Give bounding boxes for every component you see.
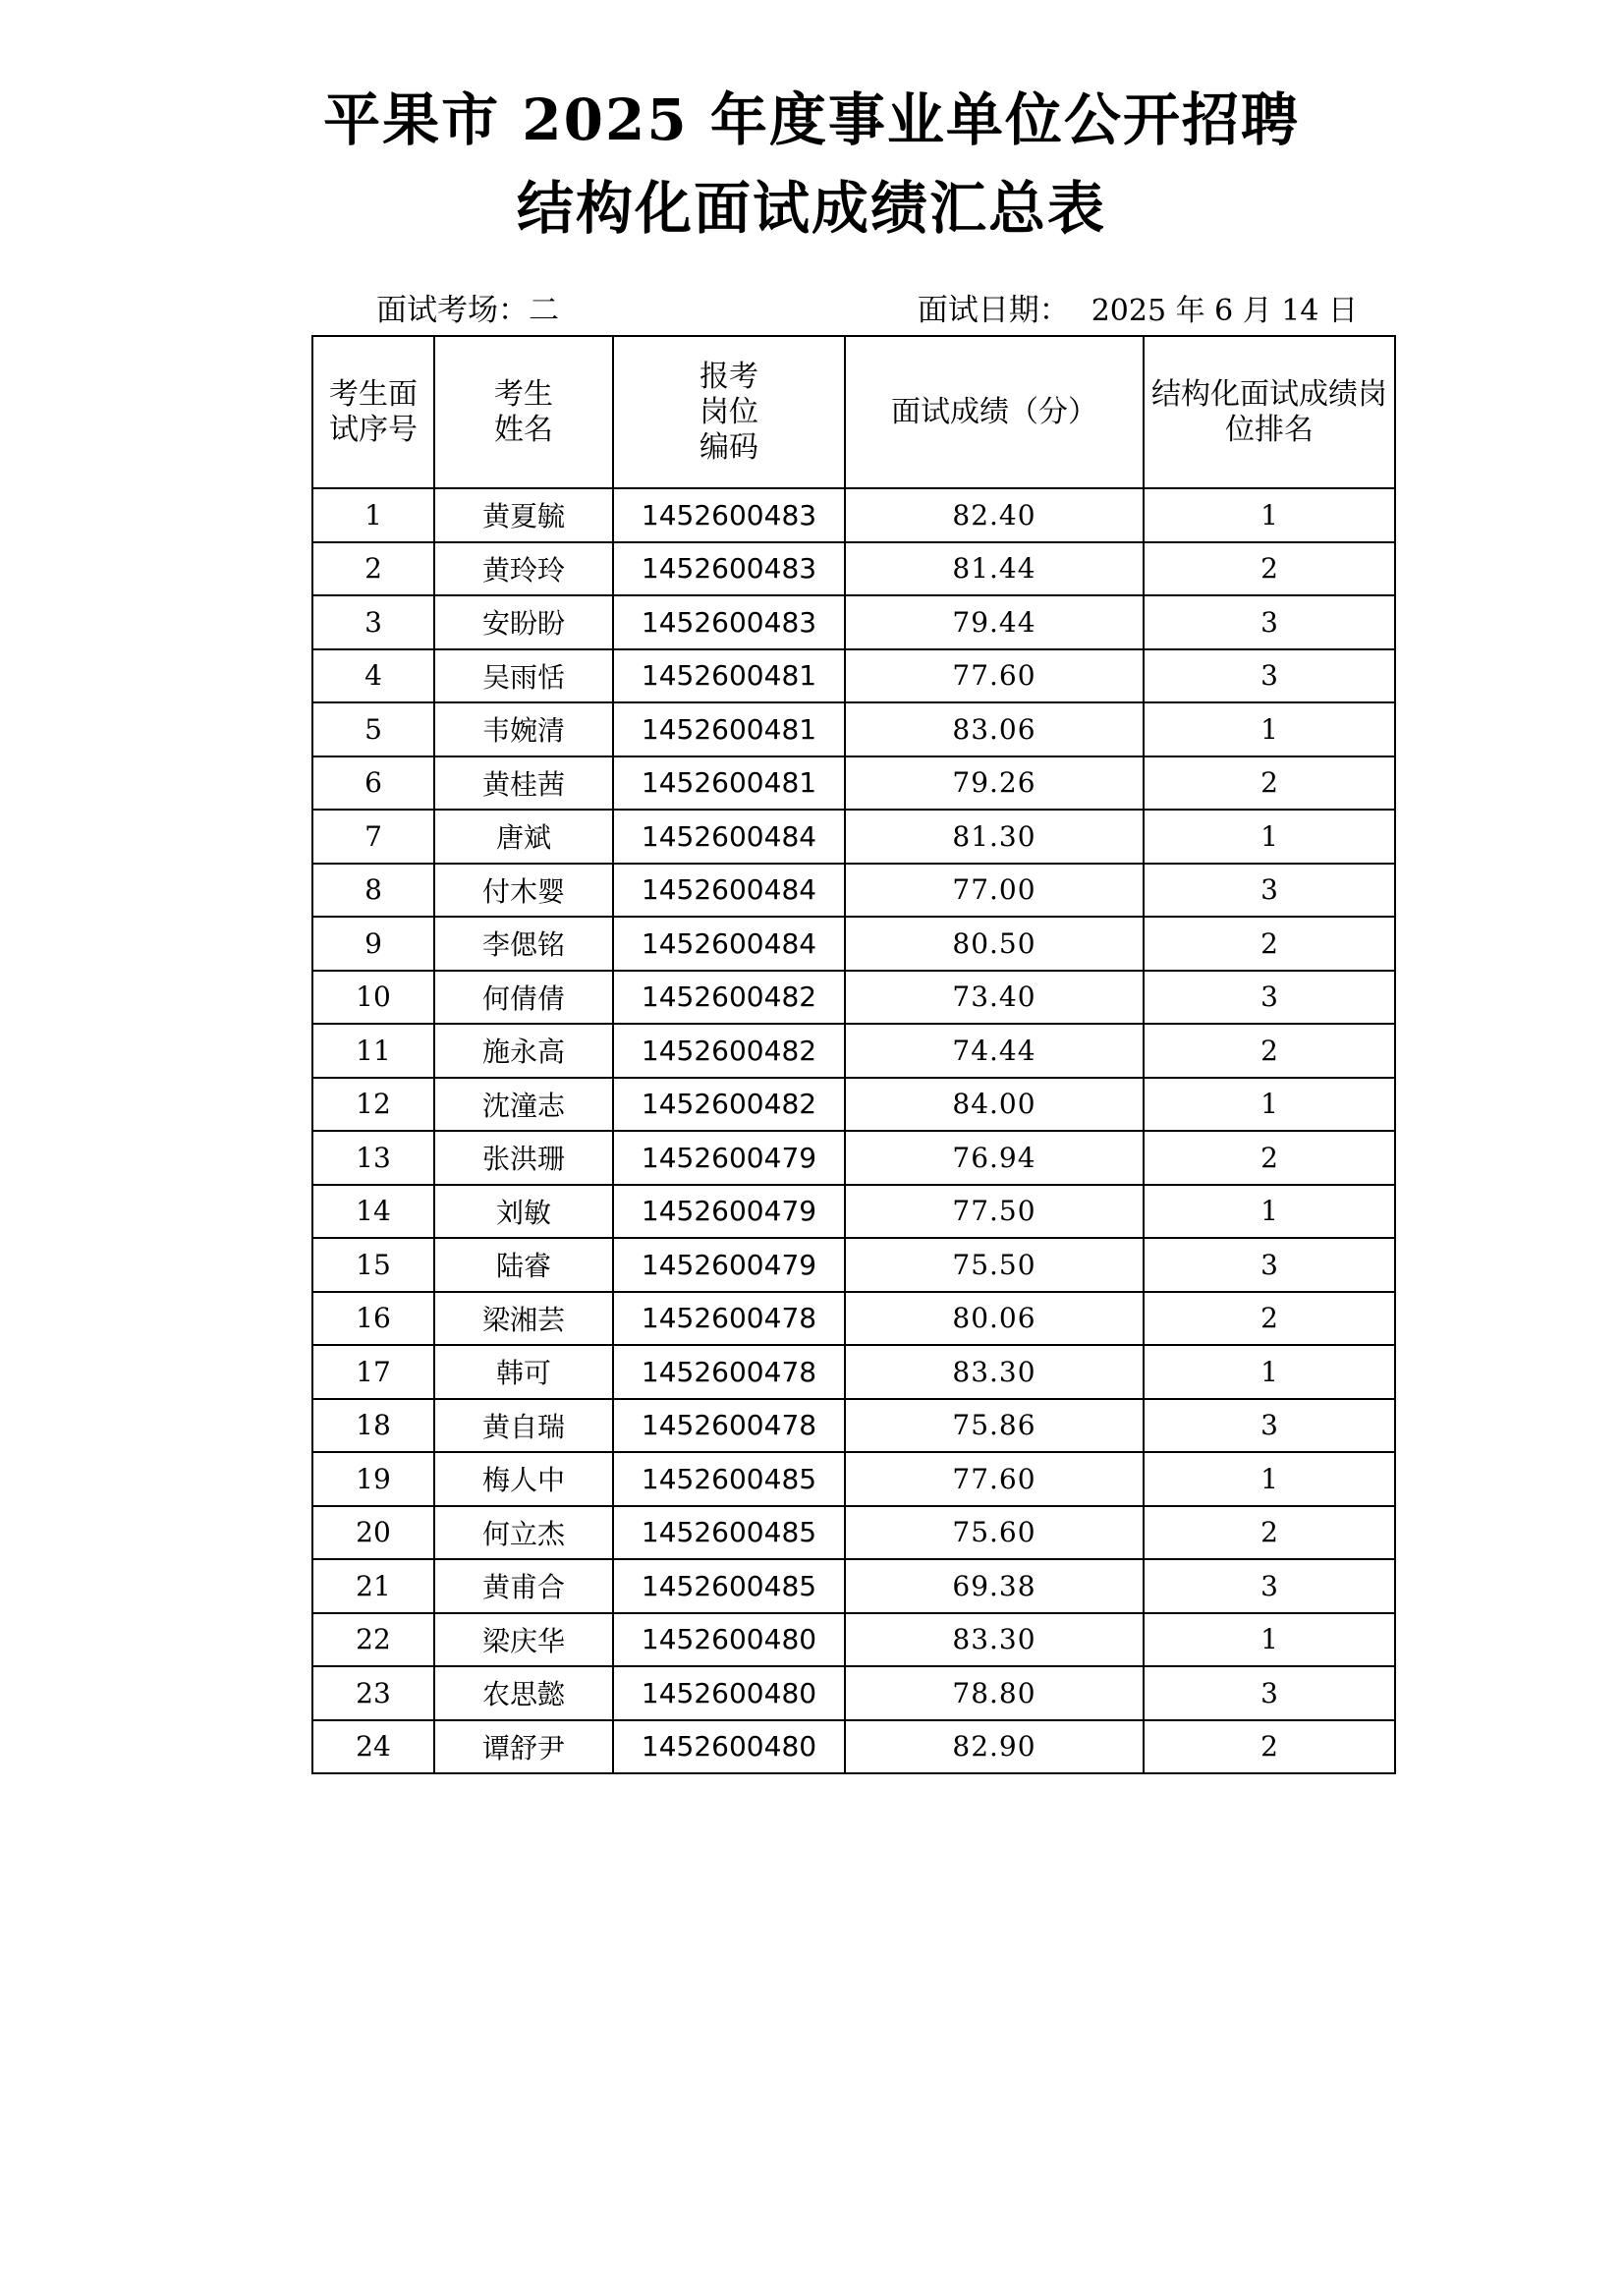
table-row (312, 971, 1395, 1025)
cell-name: 黄桂茜 (434, 756, 613, 811)
cell-seq: 5 (312, 702, 434, 756)
header-rank (1144, 336, 1395, 488)
exam-date-label: 面试日期： (917, 293, 1070, 328)
table-row (312, 1131, 1395, 1185)
header-seq (312, 336, 434, 488)
cell-seq: 10 (312, 971, 434, 1025)
header-score-line-1: 面试成绩（分） (891, 394, 1097, 429)
cell-score: 75.86 (845, 1399, 1144, 1453)
exam-date (918, 291, 1358, 331)
cell-name: 农思懿 (434, 1666, 613, 1720)
cell-seq: 6 (312, 756, 434, 811)
cell-name: 唐斌 (434, 810, 613, 864)
cell-rank: 3 (1144, 1666, 1395, 1720)
cell-score: 84.00 (845, 1078, 1144, 1132)
cell-post-code: 1452600485 (613, 1559, 845, 1613)
cell-seq: 1 (312, 488, 434, 542)
table-row (312, 702, 1395, 756)
exam-date-value: 2025 年 6 月 14 日 (1091, 294, 1358, 328)
cell-seq: 7 (312, 810, 434, 864)
cell-score: 74.44 (845, 1024, 1144, 1078)
cell-seq: 19 (312, 1452, 434, 1506)
cell-post-code: 1452600479 (613, 1238, 845, 1292)
cell-seq: 14 (312, 1185, 434, 1239)
cell-name: 付木婴 (434, 864, 613, 918)
cell-name: 李偲铭 (434, 917, 613, 971)
table-row (312, 1506, 1395, 1560)
cell-score: 75.50 (845, 1238, 1144, 1292)
document-title-line-2: 结构化面试成绩汇总表 (516, 175, 1106, 242)
header-rank-line-1: 结构化面试成绩岗 (1151, 376, 1387, 412)
cell-name: 陆睿 (434, 1238, 613, 1292)
table-row (312, 542, 1395, 596)
cell-post-code: 1452600479 (613, 1185, 845, 1239)
table-row (312, 1292, 1395, 1346)
cell-post-code: 1452600483 (613, 488, 845, 542)
header-score (845, 336, 1144, 488)
cell-name: 何立杰 (434, 1506, 613, 1560)
table-row (312, 1666, 1395, 1720)
cell-name: 张洪珊 (434, 1131, 613, 1185)
cell-score: 81.44 (845, 542, 1144, 596)
cell-seq: 3 (312, 595, 434, 649)
cell-seq: 17 (312, 1345, 434, 1399)
header-post-code (613, 336, 845, 488)
cell-post-code: 1452600484 (613, 917, 845, 971)
cell-post-code: 1452600483 (613, 595, 845, 649)
cell-score: 77.60 (845, 649, 1144, 703)
cell-rank: 1 (1144, 1452, 1395, 1506)
cell-post-code: 1452600481 (613, 756, 845, 811)
table-row (312, 1559, 1395, 1613)
cell-name: 梅人中 (434, 1452, 613, 1506)
table-row (312, 1078, 1395, 1132)
header-seq-line-2: 试序号 (329, 412, 418, 447)
header-rank-line-2: 位排名 (1225, 412, 1314, 447)
header-code-line-2: 岗位 (700, 394, 758, 429)
cell-score: 75.60 (845, 1506, 1144, 1560)
cell-post-code: 1452600483 (613, 542, 845, 596)
cell-seq: 13 (312, 1131, 434, 1185)
cell-rank: 2 (1144, 1506, 1395, 1560)
cell-rank: 1 (1144, 1078, 1395, 1132)
cell-seq: 24 (312, 1720, 434, 1774)
cell-rank: 1 (1144, 1345, 1395, 1399)
cell-post-code: 1452600481 (613, 649, 845, 703)
cell-name: 施永高 (434, 1024, 613, 1078)
cell-post-code: 1452600482 (613, 1078, 845, 1132)
table-row (312, 1185, 1395, 1239)
cell-name: 梁湘芸 (434, 1292, 613, 1346)
cell-score: 69.38 (845, 1559, 1144, 1613)
cell-rank: 1 (1144, 488, 1395, 542)
cell-post-code: 1452600484 (613, 864, 845, 918)
header-name-line-2: 姓名 (494, 412, 553, 447)
table-row (312, 1613, 1395, 1667)
table-row (312, 1024, 1395, 1078)
header-code-line-3: 编码 (700, 429, 758, 465)
cell-seq: 23 (312, 1666, 434, 1720)
table-row (312, 1720, 1395, 1774)
cell-seq: 9 (312, 917, 434, 971)
cell-rank: 2 (1144, 756, 1395, 811)
table-row (312, 917, 1395, 971)
table-row (312, 864, 1395, 918)
cell-seq: 16 (312, 1292, 434, 1346)
cell-rank: 3 (1144, 649, 1395, 703)
cell-name: 黄夏毓 (434, 488, 613, 542)
table-row (312, 810, 1395, 864)
cell-seq: 21 (312, 1559, 434, 1613)
cell-post-code: 1452600485 (613, 1506, 845, 1560)
cell-rank: 1 (1144, 1185, 1395, 1239)
cell-post-code: 1452600484 (613, 810, 845, 864)
cell-rank: 2 (1144, 1292, 1395, 1346)
cell-post-code: 1452600480 (613, 1613, 845, 1667)
cell-post-code: 1452600478 (613, 1292, 845, 1346)
cell-post-code: 1452600480 (613, 1720, 845, 1774)
cell-seq: 22 (312, 1613, 434, 1667)
cell-seq: 15 (312, 1238, 434, 1292)
cell-name: 沈潼志 (434, 1078, 613, 1132)
table-body (312, 488, 1395, 1773)
cell-seq: 11 (312, 1024, 434, 1078)
cell-seq: 20 (312, 1506, 434, 1560)
cell-post-code: 1452600482 (613, 971, 845, 1025)
cell-rank: 2 (1144, 1024, 1395, 1078)
table-row (312, 1345, 1395, 1399)
cell-score: 79.44 (845, 595, 1144, 649)
cell-name: 何倩倩 (434, 971, 613, 1025)
cell-seq: 8 (312, 864, 434, 918)
cell-score: 79.26 (845, 756, 1144, 811)
cell-rank: 3 (1144, 1238, 1395, 1292)
document-title-line-1: 平果市 2025 年度事业单位公开招聘 (323, 86, 1300, 153)
cell-score: 83.06 (845, 702, 1144, 756)
cell-rank: 3 (1144, 595, 1395, 649)
cell-name: 黄自瑞 (434, 1399, 613, 1453)
cell-score: 76.94 (845, 1131, 1144, 1185)
cell-rank: 3 (1144, 971, 1395, 1025)
cell-score: 77.60 (845, 1452, 1144, 1506)
table-header-row (312, 336, 1395, 488)
cell-rank: 2 (1144, 1131, 1395, 1185)
table-row (312, 1238, 1395, 1292)
cell-score: 83.30 (845, 1613, 1144, 1667)
cell-seq: 4 (312, 649, 434, 703)
header-name-line-1: 考生 (494, 376, 553, 412)
cell-rank: 2 (1144, 917, 1395, 971)
cell-score: 78.80 (845, 1666, 1144, 1720)
cell-post-code: 1452600481 (613, 702, 845, 756)
header-name (434, 336, 613, 488)
table-row (312, 1452, 1395, 1506)
cell-score: 80.06 (845, 1292, 1144, 1346)
cell-score: 83.30 (845, 1345, 1144, 1399)
cell-post-code: 1452600482 (613, 1024, 845, 1078)
cell-post-code: 1452600480 (613, 1666, 845, 1720)
table-row (312, 756, 1395, 811)
cell-rank: 1 (1144, 1613, 1395, 1667)
cell-name: 韦婉清 (434, 702, 613, 756)
cell-name: 梁庆华 (434, 1613, 613, 1667)
cell-seq: 18 (312, 1399, 434, 1453)
cell-seq: 2 (312, 542, 434, 596)
cell-post-code: 1452600478 (613, 1399, 845, 1453)
cell-rank: 3 (1144, 864, 1395, 918)
cell-score: 80.50 (845, 917, 1144, 971)
cell-rank: 1 (1144, 810, 1395, 864)
cell-score: 77.00 (845, 864, 1144, 918)
cell-score: 73.40 (845, 971, 1144, 1025)
cell-post-code: 1452600479 (613, 1131, 845, 1185)
cell-name: 韩可 (434, 1345, 613, 1399)
cell-score: 77.50 (845, 1185, 1144, 1239)
cell-name: 黄甫合 (434, 1559, 613, 1613)
cell-name: 黄玲玲 (434, 542, 613, 596)
interview-score-table (311, 335, 1396, 1774)
cell-name: 谭舒尹 (434, 1720, 613, 1774)
header-seq-line-1: 考生面 (329, 376, 418, 412)
cell-rank: 2 (1144, 542, 1395, 596)
cell-name: 吴雨恬 (434, 649, 613, 703)
cell-score: 82.90 (845, 1720, 1144, 1774)
cell-score: 81.30 (845, 810, 1144, 864)
table-row (312, 1399, 1395, 1453)
cell-seq: 12 (312, 1078, 434, 1132)
exam-room-label: 面试考场：二 (376, 293, 559, 328)
header-code-line-1: 报考 (700, 359, 758, 394)
cell-name: 安盼盼 (434, 595, 613, 649)
cell-score: 82.40 (845, 488, 1144, 542)
table-row (312, 595, 1395, 649)
cell-rank: 3 (1144, 1559, 1395, 1613)
cell-post-code: 1452600478 (613, 1345, 845, 1399)
cell-name: 刘敏 (434, 1185, 613, 1239)
cell-rank: 1 (1144, 702, 1395, 756)
table-row (312, 488, 1395, 542)
cell-post-code: 1452600485 (613, 1452, 845, 1506)
table-row (312, 649, 1395, 703)
cell-rank: 2 (1144, 1720, 1395, 1774)
cell-rank: 3 (1144, 1399, 1395, 1453)
